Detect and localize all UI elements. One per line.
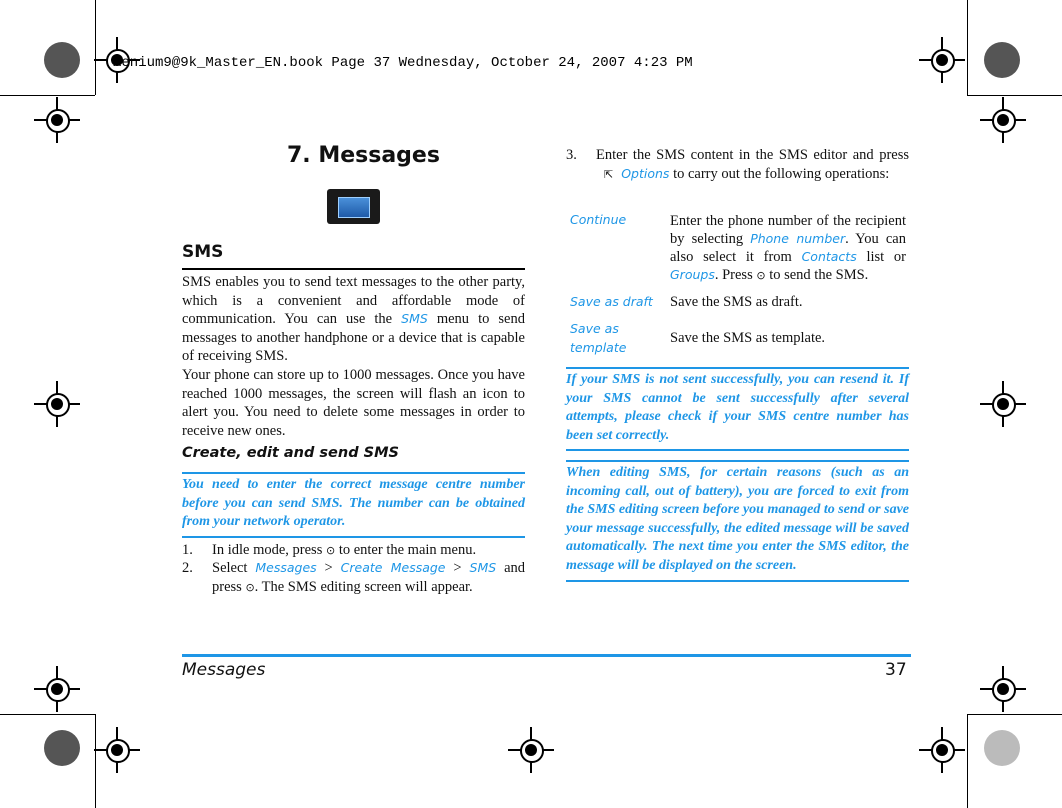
registration-starburst-icon	[44, 730, 80, 766]
note-autosave: When editing SMS, for certain reasons (such as an incoming call, out of battery), you are forced to exit from the SMS editing screen before you managed to send or save your message successfully, the edited message will be saved automatically. The next time you enter the SMS editor, the message will be displayed on the screen.	[566, 460, 909, 582]
registration-target-icon	[990, 391, 1016, 417]
list-item: 2. Select Messages > Create Message > SMS and press ⊙. The SMS editing screen will appear.	[182, 560, 526, 595]
operation-label: Continue	[570, 212, 627, 227]
crop-mark	[967, 95, 1062, 96]
registration-target-icon	[990, 676, 1016, 702]
crop-mark	[0, 714, 95, 715]
registration-target-icon	[990, 107, 1016, 133]
sms-intro-paragraph: SMS enables you to send text messages to the other party, which is a convenient and affordable mode of communication. You can use the SMS menu to send messages to another handphone or a device that is capable of receiving SMS.	[182, 274, 525, 365]
list-item: 3. Enter the SMS content in the SMS editor and press ⇱ Options to carry out the following operations:	[566, 147, 909, 182]
crop-mark	[95, 0, 96, 95]
footer-section-name: Messages	[182, 660, 266, 680]
crop-mark	[0, 95, 95, 96]
registration-target-icon	[44, 676, 70, 702]
message-envelope-icon	[327, 189, 380, 224]
operation-label: Save as draft	[570, 294, 653, 309]
softkey-icon: ⇱	[604, 167, 614, 181]
chapter-title: 7. Messages	[287, 143, 440, 168]
registration-starburst-icon	[984, 42, 1020, 78]
crop-mark	[967, 714, 1062, 715]
registration-starburst-icon	[44, 42, 80, 78]
operation-description: Save the SMS as draft.	[670, 294, 803, 310]
registration-starburst-icon	[984, 730, 1020, 766]
crop-mark	[95, 714, 96, 808]
print-header: Xenium9@9k_Master_EN.book Page 37 Wednesday, October 24, 2007 4:23 PM	[113, 55, 693, 71]
note-resend: If your SMS is not sent successfully, you can resend it. If your SMS cannot be sent successfully after several attempts, please check if your SMS centre number has been set correctly.	[566, 367, 909, 451]
operation-label: Save as template	[570, 321, 627, 355]
section-heading-sms: SMS	[182, 242, 224, 262]
crop-mark	[967, 0, 968, 95]
registration-target-icon	[929, 737, 955, 763]
registration-target-icon	[44, 107, 70, 133]
page-number: 37	[885, 660, 907, 680]
registration-target-icon	[44, 391, 70, 417]
note-message-centre: You need to enter the correct message centre number before you can send SMS. The number can be obtained from your network operator.	[182, 472, 525, 538]
operation-description: Save the SMS as template.	[670, 330, 826, 346]
registration-target-icon	[518, 737, 544, 763]
operation-description: Enter the phone number of the recipient by selecting Phone number. You can also select it from Contacts list or Groups. Press ⊙ to send the SMS.	[670, 213, 906, 283]
subsection-heading-create: Create, edit and send SMS	[182, 445, 399, 461]
list-item: 1. In idle mode, press ⊙ to enter the main menu.	[182, 542, 477, 558]
registration-target-icon	[104, 737, 130, 763]
crop-mark	[967, 714, 968, 808]
section-divider	[182, 268, 525, 270]
sms-storage-paragraph: Your phone can store up to 1000 messages. Once you have reached 1000 messages, the screen will flash an icon to alert you. You need to delete some messages in order to receive new ones.	[182, 367, 525, 439]
footer-divider	[182, 654, 911, 657]
registration-target-icon	[929, 47, 955, 73]
